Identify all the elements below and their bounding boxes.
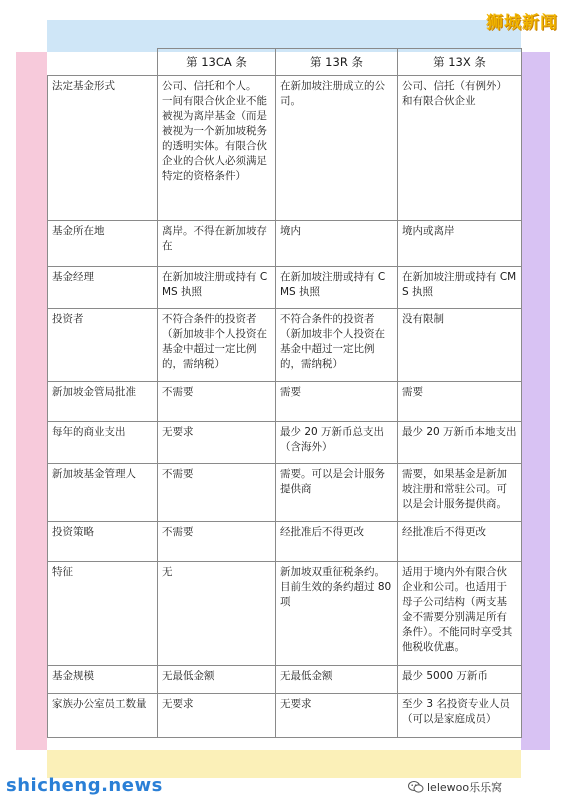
cell-13ca: 不需要 <box>158 382 276 422</box>
cell-13x: 至少 3 名投资专业人员（可以是家庭成员） <box>398 694 522 738</box>
row-label: 投资策略 <box>48 522 158 562</box>
cell-13ca: 无要求 <box>158 694 276 738</box>
cell-13ca: 无 <box>158 562 276 666</box>
cell-13ca: 公司、信托和个人。 一间有限合伙企业不能被视为离岸基金（而是被视为一个新加坡税务的透明实体。有限合伙企业的合伙人必须满足特定的资格条件） <box>158 76 276 221</box>
watermark-shicheng-logo: 狮城新闻 <box>486 13 558 33</box>
cell-13x: 没有限制 <box>398 309 522 382</box>
cell-13r: 经批准后不得更改 <box>276 522 398 562</box>
cell-13x: 最少 20 万新币本地支出 <box>398 422 522 464</box>
cell-13ca: 不需要 <box>158 464 276 522</box>
cell-13r: 无要求 <box>276 694 398 738</box>
cell-13ca: 无要求 <box>158 422 276 464</box>
row-label: 特征 <box>48 562 158 666</box>
watermark-lelewoo-text: lelewoo乐乐窝 <box>427 781 503 794</box>
decor-band-left <box>16 52 47 750</box>
row-label: 新加坡金管局批准 <box>48 382 158 422</box>
cell-13x: 经批准后不得更改 <box>398 522 522 562</box>
cell-13ca: 不需要 <box>158 522 276 562</box>
table-row <box>48 464 522 522</box>
row-label: 基金规模 <box>48 666 158 694</box>
cell-13x: 最少 5000 万新币 <box>398 666 522 694</box>
table-row <box>48 522 522 562</box>
cell-13r: 需要。可以是会计服务提供商 <box>276 464 398 522</box>
header-empty-cell <box>48 49 158 76</box>
table-row <box>48 76 522 221</box>
cell-13r: 不符合条件的投资者（新加坡非个人投资在基金中超过一定比例的，需纳税） <box>276 309 398 382</box>
header-13r: 第 13R 条 <box>276 49 398 76</box>
cell-13x: 需要，如果基金是新加坡注册和常驻公司。可以是会计服务提供商。 <box>398 464 522 522</box>
cell-13r: 境内 <box>276 221 398 267</box>
cell-13r: 在新加坡注册或持有 CMS 执照 <box>276 267 398 309</box>
cell-13ca: 在新加坡注册或持有 CMS 执照 <box>158 267 276 309</box>
row-label: 投资者 <box>48 309 158 382</box>
decor-band-bottom <box>47 750 521 778</box>
row-label: 新加坡基金管理人 <box>48 464 158 522</box>
cell-13r: 最少 20 万新币总支出（含海外） <box>276 422 398 464</box>
header-13ca: 第 13CA 条 <box>158 49 276 76</box>
cell-13x: 境内或离岸 <box>398 221 522 267</box>
table-row <box>48 221 522 267</box>
table-row <box>48 267 522 309</box>
cell-13ca: 不符合条件的投资者（新加坡非个人投资在基金中超过一定比例的，需纳税） <box>158 309 276 382</box>
row-label: 基金经理 <box>48 267 158 309</box>
table-row <box>48 562 522 666</box>
cell-13x: 在新加坡注册或持有 CMS 执照 <box>398 267 522 309</box>
watermark-lelewoo <box>408 779 502 795</box>
row-label: 家族办公室员工数量 <box>48 694 158 738</box>
table-row <box>48 309 522 382</box>
cell-13r: 无最低金额 <box>276 666 398 694</box>
row-label: 基金所在地 <box>48 221 158 267</box>
decor-band-right <box>521 52 550 750</box>
wechat-icon <box>408 781 424 793</box>
header-13x: 第 13X 条 <box>398 49 522 76</box>
cell-13ca: 无最低金额 <box>158 666 276 694</box>
cell-13x: 适用于境内外有限合伙企业和公司。也适用于母子公司结构（两支基金不需要分别满足所有条件）。不能同时享受其他税收优惠。 <box>398 562 522 666</box>
watermark-shicheng-news: shicheng.news <box>6 775 163 796</box>
table-row <box>48 422 522 464</box>
comparison-table <box>47 48 522 738</box>
cell-13x: 需要 <box>398 382 522 422</box>
table-row <box>48 694 522 738</box>
table-row <box>48 666 522 694</box>
row-label: 法定基金形式 <box>48 76 158 221</box>
table-header-row <box>48 49 522 76</box>
cell-13r: 新加坡双重征税条约。目前生效的条约超过 80 项 <box>276 562 398 666</box>
cell-13x: 公司、信托（有例外）和有限合伙企业 <box>398 76 522 221</box>
table-row <box>48 382 522 422</box>
row-label: 每年的商业支出 <box>48 422 158 464</box>
cell-13r: 在新加坡注册成立的公司。 <box>276 76 398 221</box>
cell-13ca: 离岸。不得在新加坡存在 <box>158 221 276 267</box>
cell-13r: 需要 <box>276 382 398 422</box>
